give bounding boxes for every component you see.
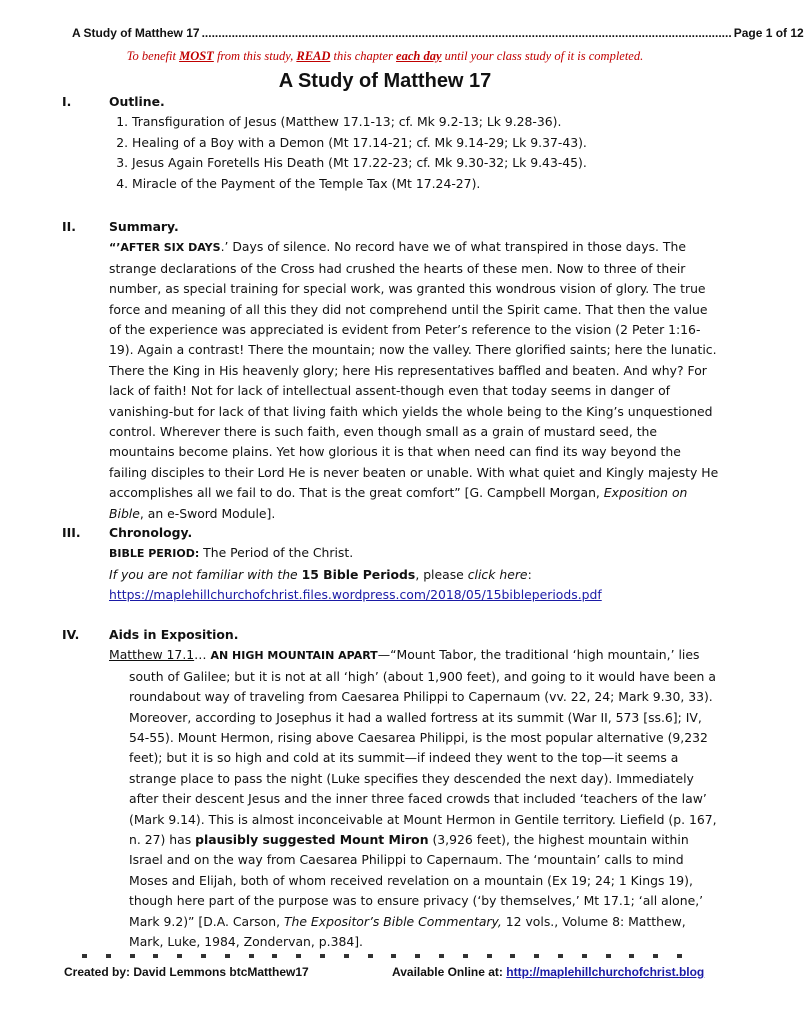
list-item: 3. Jesus Again Foretells His Death (Mt 17.22-23; cf. Mk 9.30-32; Lk 9.43-45). — [132, 153, 722, 173]
summary-text: .’ Days of silence. No record have we of what transpired in those days. The strange declarations of the Cross had crushed the hearts of these men. Now to three of their number, as special training for special work, was granted this wondrous vision of glory. The true force and meaning of all this they did not comprehend until the Spirit came. That then the value of the experience was appreciated is evident from Peter’s reference to the vision (2 Peter 1:16-19). Again a contrast! There the mountain; now the valley. There glorified saints; here the lunatic. There the King in His heavenly glory; here His representatives baffled and beaten. And why? For lack of faith! Not for lack of intellectual assent-though even that today seems in danger of vanishing-but for lack of that living faith which yields the whole being to the King’s unquestioned control. Wherever there is such faith, even though small as a grain of mustard seed, the mountains become plains. Yet how glorious it is that when need can find its way beyond the failing disciples to their Lord He is never beaten or unable. With what quiet and Kingly majesty He accomplishes all we fail to do. That is the great comfort” [G. Campbell Morgan, — [109, 239, 719, 501]
footer-available-label: Available Online at: — [392, 965, 507, 979]
aids-bold: plausibly suggested Mount Miron — [195, 832, 429, 848]
section-heading: Outline. — [109, 94, 165, 109]
chronology-section — [62, 523, 722, 606]
bible-period-label: BIBLE PERIOD: — [109, 547, 200, 561]
header-title: A Study of Matthew 17 — [72, 26, 200, 40]
aids-text: (3,926 feet), the highest mountain within Israel and on the way from Caesarea Philippi to Capernaum. The ‘mountain’ calls to mind Moses and Elijah, both of whom received revelation on a mountain (Ex 19; 24; 1 Kings 19), though here part of the purpose was to ensure privacy (‘by themselves,’ Mt 17.1; ‘all alone,’ Mark 9.2)” [D.A. Carson, — [129, 832, 704, 929]
click-here-text: click here — [467, 566, 528, 582]
summary-section — [62, 217, 722, 524]
document-title: A Study of Matthew 17 — [278, 70, 492, 92]
reading-instruction — [0, 49, 770, 64]
summary-source-tail: , an e-Sword Module]. — [139, 505, 276, 521]
section-number: III. — [62, 525, 81, 540]
periods-note-text: : — [527, 566, 532, 582]
aids-phrase: AN HIGH MOUNTAIN APART — [210, 649, 378, 663]
section-heading: Chronology. — [109, 525, 193, 540]
instruction-text: until your class study of it is completed. — [441, 49, 644, 63]
periods-note — [109, 565, 722, 585]
list-item: 1. Transfiguration of Jesus (Matthew 17.1-13; cf. Mk 9.2-13; Lk 9.28-36). — [132, 112, 722, 132]
list-item: 4. Miracle of the Payment of the Temple Tax (Mt 17.24-27). — [132, 174, 722, 194]
summary-source-title: Exposition on Bible — [109, 485, 688, 521]
bible-periods-link[interactable]: https://maplehillchurchofchrist.files.wordpress.com/2018/05/15bibleperiods.pdf — [109, 587, 602, 603]
section-number: IV. — [62, 627, 80, 642]
section-number: I. — [62, 94, 72, 109]
outline-list — [109, 112, 722, 194]
periods-note-bold: 15 Bible Periods — [301, 566, 416, 582]
outline-section — [62, 92, 722, 194]
footer-blog-link[interactable]: http://maplehillchurchofchrist.blog — [506, 965, 705, 979]
periods-note-text: , please — [415, 566, 468, 582]
page-number: Page 1 of 12 — [733, 26, 804, 40]
bible-period-value: The Period of the Christ. — [199, 545, 354, 561]
summary-paragraph — [109, 237, 722, 524]
aids-text: —“Mount Tabor, the traditional ‘high mountain,’ lies south of Galilee; but it is not at all ‘high’ (about 1,900 feet), and going to it would have been a roundabout way of traveling from Caesarea Philippi to Capernaum (vv. 22, 24; Mark 9.30, 33). Moreover, according to Josephus it had a walled fortress at its summit (War II, 573 [ss.6]; IV, 54-55). Mount Hermon, rising above Caesarea Philippi, is the most popular alternative (9,232 feet); but it is so high and cold at its summit—if indeed they went to the top—it seems a strange place to pass the night (Luke specifies they descended the next day). Immediately after their descent Jesus and the inner three faced crowds that included ‘teachers of the law’ (Mark 9.14). This is almost inconceivable at Mount Hermon in Gentile territory. Liefield (p. 167, n. 27) has — [129, 647, 717, 848]
instruction-text: To benefit — [126, 49, 180, 63]
aids-section — [62, 625, 722, 953]
header-leader-dots: ............................................................................................................................................................... — [201, 26, 732, 40]
summary-lead: “’AFTER SIX DAYS — [109, 241, 221, 255]
footer-created-by: Created by: David Lemmons btcMatthew17 — [64, 965, 309, 979]
aids-text: … — [194, 647, 211, 663]
periods-note-text: If you are not familiar with the — [109, 566, 302, 582]
aids-source-title: The Expositor’s Bible Commentary, — [283, 913, 502, 929]
footer-divider — [82, 954, 682, 962]
section-heading: Aids in Exposition. — [109, 627, 239, 642]
instruction-emphasis: READ — [296, 49, 331, 63]
aids-paragraph — [109, 645, 722, 952]
instruction-emphasis: each day — [396, 49, 442, 63]
bible-period-line — [109, 543, 722, 564]
instruction-text: this chapter — [330, 49, 397, 63]
aids-text: 12 vols., Volume 8: Matthew, Mark, Luke, 1984, Zondervan, p.384]. — [129, 913, 686, 950]
list-item: 2. Healing of a Boy with a Demon (Mt 17.14-21; cf. Mk 9.14-29; Lk 9.37-43). — [132, 133, 722, 153]
scripture-reference: Matthew 17.1 — [109, 647, 195, 663]
instruction-emphasis: MOST — [179, 49, 214, 63]
page-footer — [64, 965, 724, 979]
footer-available — [392, 965, 704, 979]
instruction-text: from this study, — [213, 49, 297, 63]
section-heading: Summary. — [109, 219, 179, 234]
page-header — [72, 26, 804, 40]
section-number: II. — [62, 219, 76, 234]
